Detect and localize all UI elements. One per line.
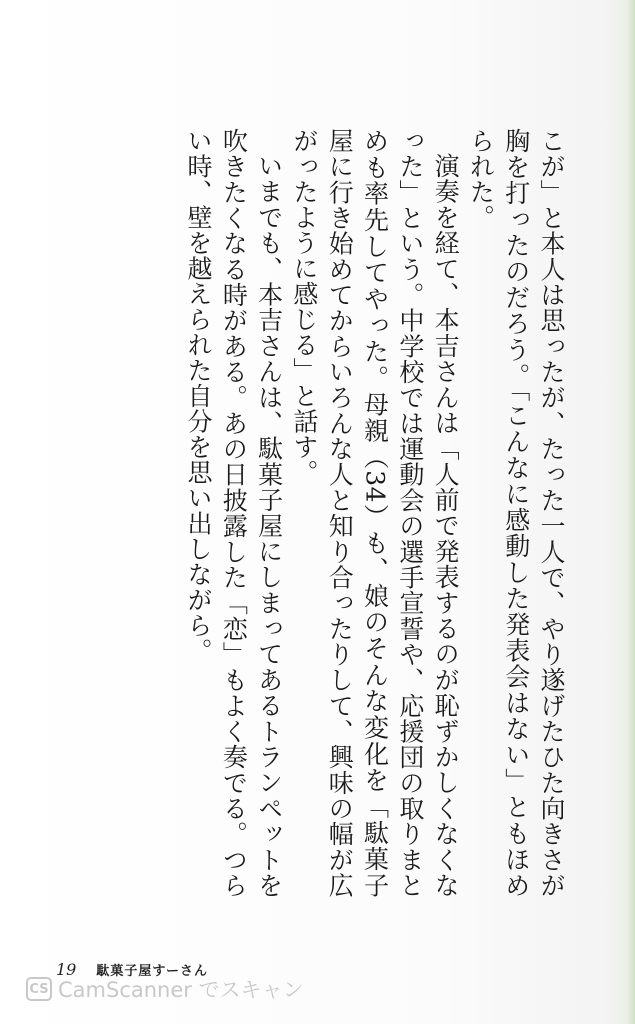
watermark-text: CamScanner でスキャン <box>58 978 304 1002</box>
page-number: 19 <box>56 960 77 979</box>
paragraph-2: 演奏を経て、本吉さんは「人前で発表するのが恥ずかしくなくなった」という。中学校では運動会の選手宣誓や、応援団の取りまとめも率先してやった。母親（34）も、娘のそんな変化を「駄菓子屋に行き始めてからいろんな人と知り合ったりして、興味の幅が広がったように感じる」と話す。 <box>289 128 461 899</box>
body-text <box>181 128 569 898</box>
paragraph-3: いまでも、本吉さんは、駄菓子屋にしまってあるトランペットを吹きたくなる時がある。あの日披露した「恋」もよく奏でる。つらい時、壁を越えられた自分を思い出しながら。 <box>184 128 284 898</box>
paragraph-1: こが」と本人は思ったが、たった一人で、やり遂げたひた向きさが胸を打ったのだろう。「こんなに感動した発表会はない」ともほめられた。 <box>466 128 566 899</box>
scanner-watermark <box>26 974 304 1004</box>
running-title: 駄菓子屋すーさん <box>96 964 208 979</box>
page-edge <box>627 0 635 1024</box>
camscanner-logo-icon: CS <box>26 977 52 1001</box>
